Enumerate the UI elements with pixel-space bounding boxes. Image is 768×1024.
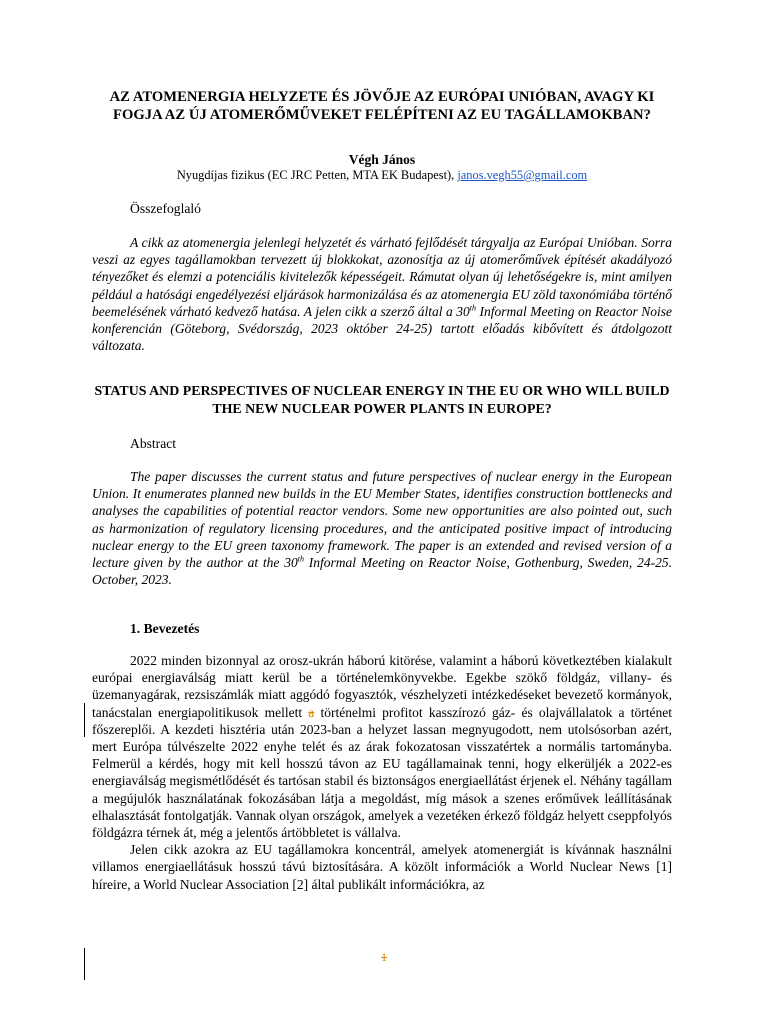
section-heading-introduction: 1. Bevezetés — [130, 621, 200, 636]
body-paragraph-2: Jelen cikk azokra az EU tagállamokra koncentrál, amelyek atomenergiát is kívánnak használni villamos energiaellátásuk hosszú távú biztosítására. A közölt információk a World Nuclear News [1] híreire, a World Nuclear Association [2] által publikált információkra, az — [92, 842, 672, 892]
body-text-1a: 2022 minden bizonnyal az orosz-ukrán háború kitörése, valamint a háború következtében kialakult európai energiaválság miatt kerül be a történelemkönyvekbe. Egekbe szökő földgáz, villany- és üzemanyagárak, rezsiszámlák miatt aggódó fogyasztók, vészhelyzeti intézkedéseket bevezető kormányok, tanácstalan energiapolitikusok mellett — [92, 653, 672, 720]
introduction-section — [92, 652, 672, 893]
author-name: Végh János — [348, 152, 416, 167]
abstract-text-part1: The paper discusses the current status and future perspectives of nuclear energy in the European Union. It enumerates planned new builds in the EU Member States, identifies construction bottlenecks and analyses the capabilities of potential reactor vendors. Some new opportunities are also pointed out, such as harmonization of regulatory licensing procedures, and the anticipated positive impact of introducing nuclear energy to the EU green taxonomy framework. The paper is an extended and revised version of a lecture given by the author at the 30 — [92, 469, 672, 571]
paper-title-english: STATUS AND PERSPECTIVES OF NUCLEAR ENERGY IN THE EU OR WHO WILL BUILD THE NEW NUCLEAR POWER PLANTS IN EUROPE? — [94, 384, 670, 417]
author-affiliation — [92, 167, 672, 183]
affiliation-text: Nyugdíjas fizikus (EC JRC Petten, MTA EK Budapest), — [176, 168, 458, 182]
summary-heading: Összefoglaló — [130, 201, 201, 216]
abstract-text-part2: Informal Meeting on Reactor Noise, Gothenburg, Sweden, 24-25. October, 2023. — [92, 555, 672, 588]
change-bar-marker — [84, 703, 85, 737]
body-text-1b: történelmi profitot kasszírozó gáz- és olajvállalatok a történet főszereplői. A kezdeti hisztéria után 2023-ban a helyzet lassan megnyugodott, nem utolsósorban azért, mert Európa túlvészelte 2022 enyhe telét és az árak fokozatosan visszatértek a normális tartományba. Felmerül a kérdés, hogy mit kell hosszú távon az EU tagállamainak tenni, hogy elkerüljék a 2022-es energiaválság megismétlődését és tartósan stabil és biztonságos energiaellátást érjenek el. Néhány tagállam a megújulók használatának fokozásában látja a megoldást, míg mások a szenes erőművek leállításának elhalasztását fontolgatják. Vannak olyan országok, amelyek a vezetéken érkező földgáz helyett cseppfolyós földgázra térnek át, még a jelentős ártöbbletet is vállalva. — [92, 704, 672, 841]
abstract-section — [92, 468, 672, 588]
summary-text-part2: Informal Meeting on Reactor Noise konferencián (Göteborg, Svédország, 2023 október 24-25) tartott előadás kibővített és átdolgozott változata. — [92, 303, 673, 354]
summary-superscript: th — [469, 303, 477, 313]
page-number: 1 — [381, 950, 387, 964]
summary-section — [92, 234, 672, 354]
author-email-link[interactable]: janos.vegh55@gmail.com — [457, 168, 588, 182]
change-bar-marker-footer — [84, 948, 85, 980]
paper-title-hungarian: AZ ATOMENERGIA HELYZETE ÉS JÖVŐJE AZ EURÓPAI UNIÓBAN, AVAGY KI FOGJA AZ ÚJ ATOMERŐMŰVEKET FELÉPÍTENI AZ EU TAGÁLLAMOKBAN? — [109, 89, 655, 123]
abstract-heading: Abstract — [130, 436, 177, 451]
tracked-deletion: a — [308, 704, 315, 720]
summary-text-part1: A cikk az atomenergia jelenlegi helyzetét és várható fejlődését tárgyalja az Európai Unióban. Sorra veszi az egyes tagállamokban tervezett új blokkokat, azonosítja az új atomerőművek építését akadályozó tényezőket és elemzi a potenciális kivitelezők képességeit. Rámutat olyan új lehetőségekre is, mint amilyen például a hatósági engedélyezési eljárások harmonizálása és az atomenergia EU zöld taxonómiába történő beemelésének várható kedvező hatása. A jelen cikk a szerző által a 30 — [92, 235, 672, 319]
body-paragraph-1 — [92, 652, 672, 841]
abstract-paragraph — [92, 468, 672, 588]
summary-paragraph — [92, 234, 672, 354]
abstract-superscript: th — [297, 554, 304, 564]
